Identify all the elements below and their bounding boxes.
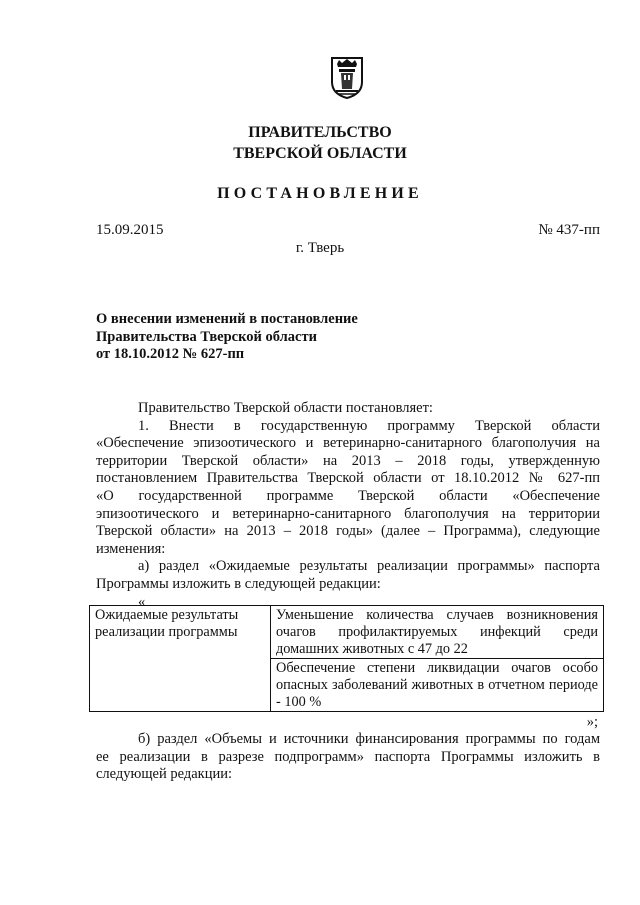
item-1-paragraph [96, 418, 600, 559]
paragraph-line: б) раздел «Объемы и источники финансирования программы по годам [138, 731, 600, 747]
table-cell-result-1: Уменьшение количества случаев возникновения очагов профилактируемых инфекций среди домашних животных с 47 до 22 [271, 606, 604, 659]
subject-line: от 18.10.2012 № 627-пп [96, 346, 245, 362]
expected-results-table [89, 605, 604, 712]
paragraph-line: следующей редакции: [96, 766, 233, 783]
document-body [96, 400, 600, 611]
subject-line: Правительства Тверской области [96, 328, 317, 345]
paragraph-line: Тверской области» на 2013 – 2018 годы» (далее – Программа), следующие [96, 523, 600, 540]
item-b-paragraph [96, 731, 600, 784]
paragraph-line: «О государственной программе Тверской области «Обеспечение [96, 487, 600, 504]
document-subject [96, 311, 358, 364]
government-title-line1: ПРАВИТЕЛЬСТВО [248, 124, 392, 141]
paragraph-line: а) раздел «Ожидаемые результаты реализации программы» паспорта [138, 558, 600, 575]
government-title-line2: ТВЕРСКОЙ ОБЛАСТИ [233, 145, 407, 162]
document-date: 15.09.2015 [96, 222, 164, 238]
coat-of-arms-icon [330, 56, 364, 100]
paragraph-line: «Обеспечение эпизоотического и ветеринарно-санитарного благополучия на [96, 435, 600, 452]
intro-paragraph: Правительство Тверской области постановляет: [138, 400, 433, 416]
paragraph-line: Программы изложить в следующей редакции: [96, 575, 381, 592]
quote-close-mark: »; [586, 714, 598, 730]
document-number: № 437-пп [538, 222, 600, 238]
paragraph-line: 1. Внести в государственную программу Тверской области [138, 417, 600, 434]
document-city: г. Тверь [295, 240, 345, 256]
quote-open-mark: « [138, 593, 146, 610]
paragraph-line: изменения: [96, 540, 166, 557]
table-row [90, 606, 604, 659]
item-a-paragraph [96, 558, 600, 593]
paragraph-line: территории Тверской области» на 2013 – 2018 годы, утвержденную [96, 452, 600, 469]
document-type-title: ПОСТАНОВЛЕНИЕ [217, 185, 423, 202]
paragraph-line: эпизоотического и ветеринарно-санитарного благополучия на территории [96, 505, 600, 522]
table-cell-result-2: Обеспечение степени ликвидации очагов особо опасных заболеваний животных в отчетном периоде - 100 % [271, 659, 604, 712]
paragraph-line: ее реализации в разрезе подпрограмм» паспорта Программы изложить в [96, 748, 600, 765]
paragraph-line: постановлением Правительства Тверской области от 18.10.2012 № 627-пп [96, 470, 600, 487]
table-cell-label: Ожидаемые результаты реализации программы [90, 606, 271, 712]
subject-line: О внесении изменений в постановление [96, 311, 358, 327]
